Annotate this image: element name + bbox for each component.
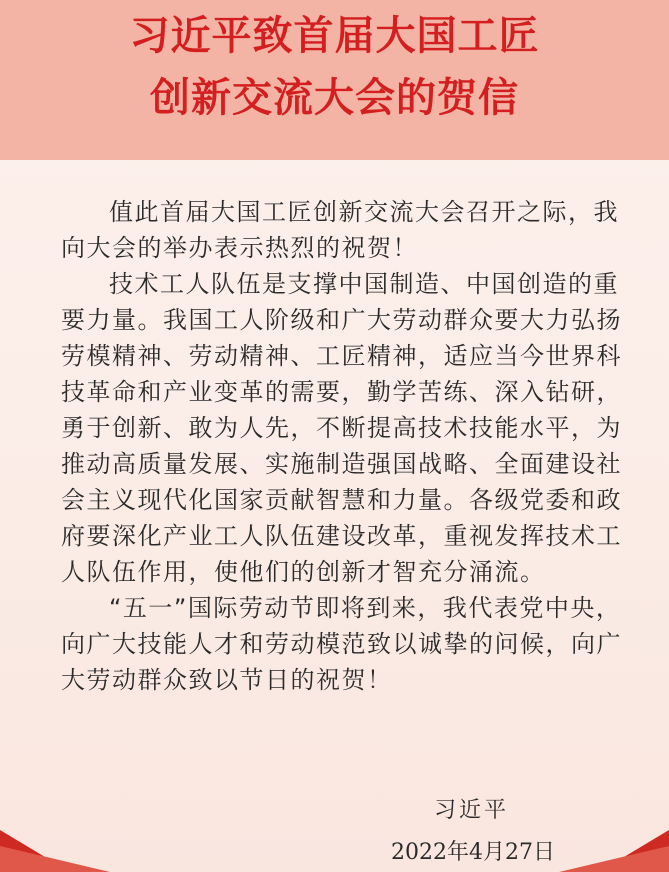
letter-body bbox=[61, 194, 641, 698]
letter-paragraph-2: 技术工人队伍是支撑中国制造、中国创造的重要力量。我国工人阶级和广大劳动群众要大力弘扬劳模精神、劳动精神、工匠精神，适应当今世界科技革命和产业变革的需要，勤学苦练、深入钻研，勇于创新、敢为人先，不断提高技术技能水平，为推动高质量发展、实施制造强国战略、全面建设社会主义现代化国家贡献智慧和力量。各级党委和政府要深化产业工人队伍建设改革，重视发挥技术工人队伍作用，使他们的创新才智充分涌流。 bbox=[61, 270, 622, 586]
letter-paragraph-3: “五一”国际劳动节即将到来，我代表党中央，向广大技能人才和劳动模范致以诚挚的问候，向广大劳动群众致以节日的祝贺！ bbox=[61, 594, 622, 694]
page-title-line-1: 习近平致首届大国工匠 bbox=[129, 12, 540, 59]
bottom-right-decoration-accent bbox=[559, 846, 669, 872]
signature: 习近平 bbox=[434, 798, 510, 823]
bottom-left-decoration-accent bbox=[0, 846, 110, 872]
letter-paragraph-1: 值此首届大国工匠创新交流大会召开之际，我向大会的举办表示热烈的祝贺！ bbox=[61, 198, 619, 262]
title-banner bbox=[0, 0, 669, 160]
page-title-line-2: 创新交流大会的贺信 bbox=[150, 74, 519, 121]
letter-date: 2022年4月27日 bbox=[391, 840, 555, 865]
